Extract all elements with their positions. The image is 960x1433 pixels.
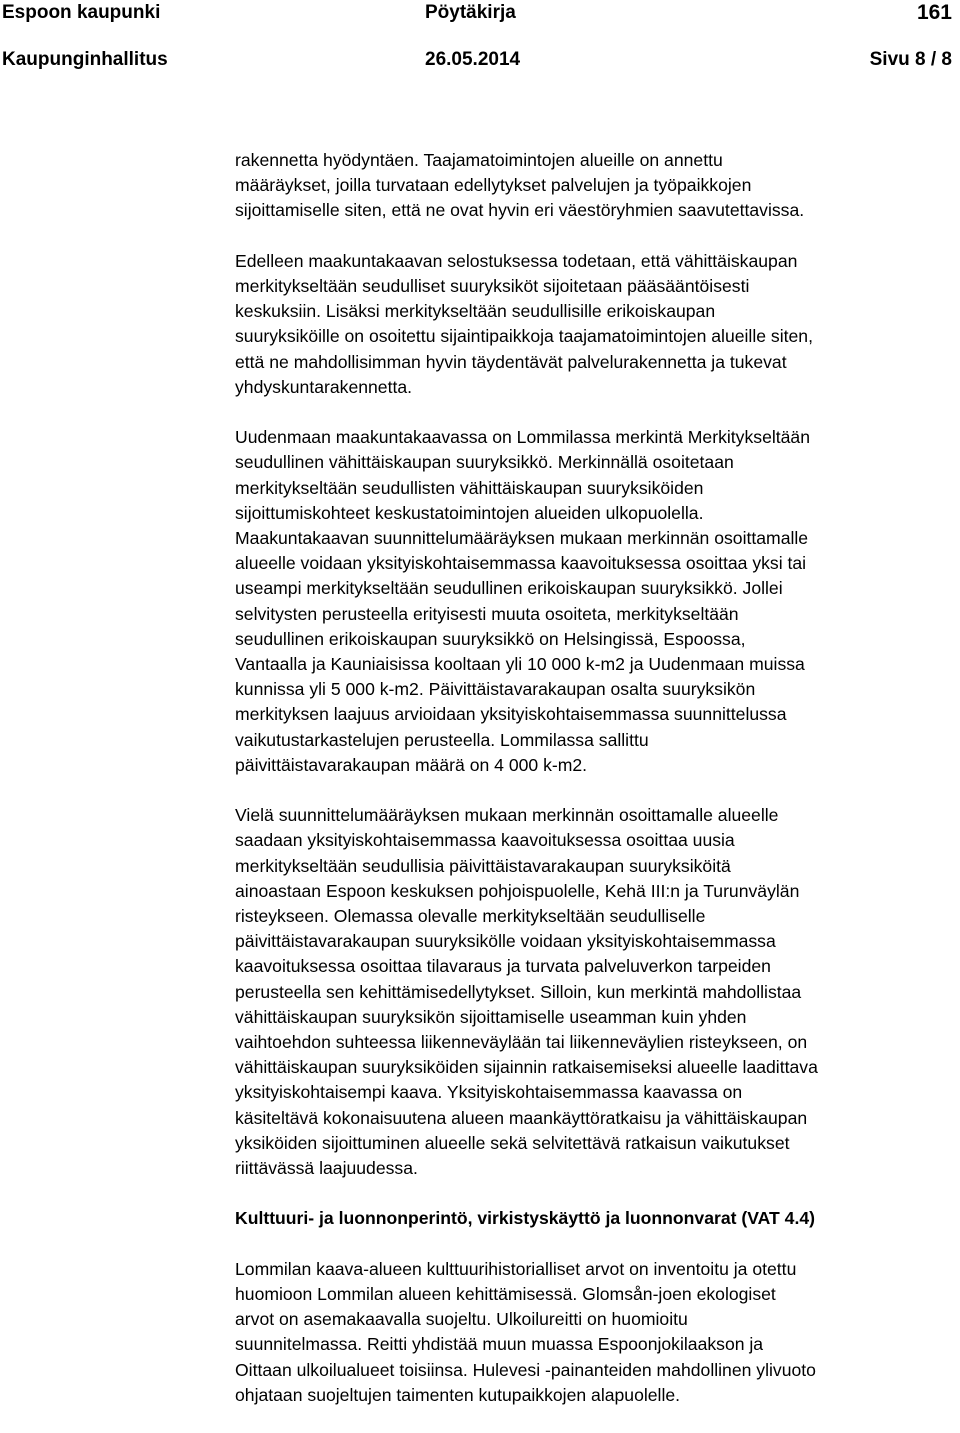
text-line: huomioon Lommilan alueen kehittämisessä. Glomsån-joen ekologiset [235, 1284, 776, 1305]
text-line: suunnitelmassa. Reitti yhdistää muun muassa Espoonjokilaakson ja [235, 1334, 764, 1355]
text-line: Maakuntakaavan suunnittelumääräyksen mukaan merkinnän osoittamalle [235, 528, 809, 549]
text-line: perusteella sen kehittämisedellytykset. Silloin, kun merkintä mahdollistaa [235, 981, 802, 1002]
paragraph-3 [235, 425, 957, 778]
text-line: ainoastaan Espoon keskuksen pohjoispuolelle, Kehä III:n ja Turunväylän [235, 880, 800, 901]
text-line: päivittäistavarakaupan määrä on 4 000 k-m2. [235, 754, 588, 775]
text-line: että ne mahdollisimman hyvin täydentävät palvelurakennetta ja tukevat [235, 351, 787, 372]
meeting-date: 26.05.2014 [425, 49, 521, 70]
paragraph-1 [235, 148, 957, 224]
text-line: yhdyskuntarakennetta. [235, 376, 413, 397]
text-line: ohjataan suojeltujen taimenten kutupaikkojen alapuolelle. [235, 1384, 681, 1405]
text-line: vähittäiskaupan suuryksiköiden sijainnin ratkaisemiseksi alueelle laadittava [235, 1057, 818, 1078]
text-line: Uudenmaan maakuntakaavassa on Lommilassa merkintä Merkitykseltään [235, 427, 811, 448]
text-line: merkityksen laajuus arvioidaan yksityiskohtaisemmassa suunnittelussa [235, 704, 787, 725]
text-line: Lommilan kaava-alueen kulttuurihistorialliset arvot on inventoitu ja otettu [235, 1258, 797, 1279]
text-line: vähittäiskaupan suuryksikön sijoittamiselle useamman kuin yhden [235, 1006, 747, 1027]
text-line: riittävässä laajuudessa. [235, 1158, 418, 1179]
governing-body: Kaupunginhallitus [2, 49, 168, 70]
text-line: vaihtoehdon suhteessa liikenneväylään tai liikenneväylien risteykseen, on [235, 1032, 808, 1053]
city-name: Espoon kaupunki [2, 2, 161, 23]
text-line: keskuksiin. Lisäksi merkitykseltään seudullisille erikoiskaupan [235, 301, 716, 322]
text-line: sijoittumiskohteet keskustatoimintojen alueiden ulkopuolella. [235, 502, 704, 523]
document-type: Pöytäkirja [425, 2, 516, 23]
header-second-row [0, 47, 960, 73]
page-indicator: Sivu 8 / 8 [869, 49, 952, 70]
text-line: vaikutustarkastelujen perusteella. Lommilassa sallittu [235, 729, 649, 750]
text-line: sijoittamiselle siten, että ne ovat hyvin eri väestöryhmien saavutettavissa. [235, 200, 805, 221]
text-line: kunnissa yli 5 000 k-m2. Päivittäistavarakaupan osalta suuryksikön [235, 679, 756, 700]
text-line: yksityiskohtaisempi kaava. Yksityiskohtaisemmassa kaavassa on [235, 1082, 743, 1103]
text-line: seudullinen erikoiskaupan suuryksikkö on Helsingissä, Espoossa, [235, 628, 746, 649]
text-line: Edelleen maakuntakaavan selostuksessa todetaan, että vähittäiskaupan [235, 250, 798, 271]
paragraph-4 [235, 803, 957, 1181]
text-line: useampi merkitykseltään seudullinen erikoiskaupan suuryksikkö. Jollei [235, 578, 783, 599]
paragraph-2 [235, 249, 957, 400]
text-line: alueelle voidaan yksityiskohtaisemmassa kaavoituksessa osoittaa yksi tai [235, 553, 807, 574]
text-line: käsiteltävä kokonaisuutena alueen maankäyttöratkaisu ja vähittäiskaupan [235, 1107, 808, 1128]
text-line: yksiköiden sijoittuminen alueelle sekä selvitettävä ratkaisun vaikutukset [235, 1132, 790, 1153]
text-line: merkitykseltään seudulliset suuryksiköt sijoitetaan pääsääntöisesti [235, 276, 750, 296]
text-line: seudullinen vähittäiskaupan suuryksikkö. Merkinnällä osoitetaan [235, 452, 734, 473]
text-line: suuryksiköille on osoitettu sijaintipaikkoja taajamatoimintojen alueille siten, [235, 326, 813, 347]
text-line: rakennetta hyödyntäen. Taajamatoimintojen alueille on annettu [235, 150, 723, 170]
paragraph-5 [235, 1257, 957, 1408]
text-line: selvitysten perusteella erityisesti muuta osoiteta, merkitykseltään [235, 603, 739, 624]
text-line: risteykseen. Olemassa olevalle merkitykseltään seudulliselle [235, 906, 706, 927]
text-line: määräykset, joilla turvataan edellytykset palvelujen ja työpaikkojen [235, 175, 752, 196]
text-line: päivittäistavarakaupan suuryksikölle voidaan yksityiskohtaisemmassa [235, 931, 776, 952]
text-line: saadaan yksityiskohtaisemmassa kaavoituksessa osoittaa uusia [235, 830, 735, 851]
document-body [235, 148, 957, 1433]
text-line: merkitykseltään seudullisten vähittäiskaupan suuryksiköiden [235, 477, 704, 498]
header-top-row [0, 0, 960, 26]
text-line: merkitykseltään seudullisia päivittäistavarakaupan suuryksiköitä [235, 855, 731, 876]
text-line: Oittaan ulkoilualueet toisiinsa. Hulevesi -painanteiden mahdollinen ylivuoto [235, 1359, 816, 1380]
document-number: 161 [916, 1, 952, 24]
section-heading: Kulttuuri- ja luonnonperintö, virkistyskäyttö ja luonnonvarat (VAT 4.4) [235, 1208, 815, 1229]
text-line: kaavoituksessa osoittaa tilavaraus ja turvata palveluverkon tarpeiden [235, 956, 771, 977]
text-line: Vielä suunnittelumääräyksen mukaan merkinnän osoittamalle alueelle [235, 805, 779, 826]
text-line: arvot on asemakaavalla suojeltu. Ulkoilureitti on huomioitu [235, 1309, 688, 1330]
text-line: Vantaalla ja Kauniaisissa kooltaan yli 10 000 k-m2 ja Uudenmaan muissa [235, 654, 805, 675]
